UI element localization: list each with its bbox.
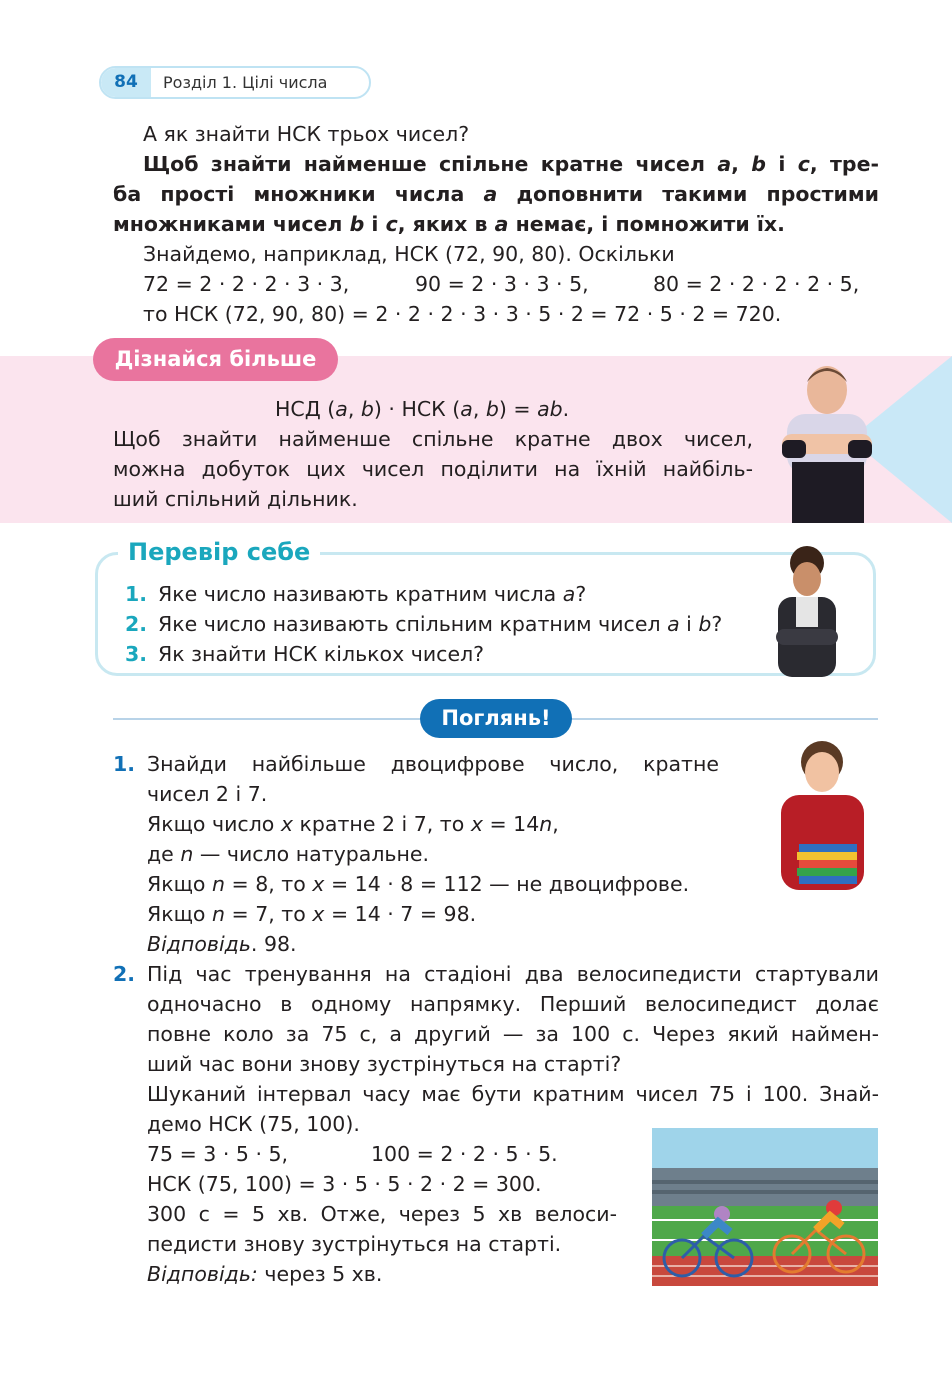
gcd-lcm-formula: НСД (a, b) · НСК (a, b) = ab.: [275, 397, 570, 421]
page-header: [99, 66, 371, 99]
check-item-3-text: Як знайти НСК кількох чисел?: [158, 642, 485, 666]
cyclists-stadium-picture: [652, 1128, 878, 1286]
example-2-line-3: повне коло за 75 с, а другий — за 100 с. Через який наймен-: [147, 1022, 879, 1046]
example-1-line-1: Знайди найбільше двоцифрове число, кратне: [147, 752, 719, 776]
boy-crossed-arms-photo: [782, 362, 872, 523]
boy-with-books-photo: [775, 740, 870, 890]
factor-75: 75 = 3 · 5 · 5,: [147, 1142, 289, 1166]
check-yourself-title: Перевір себе: [118, 533, 320, 571]
example-2-line-2: одночасно в одному напрямку. Перший велосипедист долає: [147, 992, 879, 1016]
factor-72: 72 = 2 · 2 · 2 · 3 · 3,: [143, 272, 350, 296]
example-line: Знайдемо, наприклад, НСК (72, 90, 80). Оскільки: [143, 242, 675, 266]
girl-photo: [772, 545, 842, 677]
example-2-answer: Відповідь: через 5 хв.: [147, 1262, 383, 1286]
example-1-line-3: Якщо число x кратне 2 і 7, то x = 14n,: [147, 812, 559, 836]
learn-more-line-3: ший спільний дільник.: [113, 487, 358, 511]
learn-more-line-2: можна добуток цих чисел поділити на їхній найбіль-: [113, 457, 753, 481]
example-2-line-4: ший час вони знову зустрінуться на старті?: [147, 1052, 622, 1076]
example-1-line-6: Якщо n = 7, то x = 14 · 7 = 98.: [147, 902, 477, 926]
check-item-1: 1.: [125, 582, 148, 606]
learn-more-badge: Дізнайся більше: [93, 338, 338, 381]
example-1-line-5: Якщо n = 8, то x = 14 · 8 = 112 — не двоцифрове.: [147, 872, 690, 896]
learn-more-line-1: Щоб знайти найменше спільне кратне двох чисел,: [113, 427, 753, 451]
factor-90: 90 = 2 · 3 · 3 · 5,: [415, 272, 589, 296]
check-item-3: 3.: [125, 642, 148, 666]
check-item-1-text: Яке число називають кратним числа a?: [158, 582, 587, 606]
rule-line-2: ба прості множники числа a доповнити такими простими: [113, 182, 879, 206]
page-number: 84: [101, 68, 151, 97]
rule-line-3: множниками чисел b і c, яких в a немає, і помножити їх.: [113, 212, 785, 236]
rule-line-1: Щоб знайти найменше спільне кратне чисел a, b і c, тре-: [143, 152, 879, 176]
check-item-2: 2.: [125, 612, 148, 636]
example-1-line-2: чисел 2 і 7.: [147, 782, 268, 806]
example-1-line-4: де n — число натуральне.: [147, 842, 430, 866]
section-title: Розділ 1. Цілі числа: [163, 73, 328, 92]
example-2-line-5: Шуканий інтервал часу має бути кратним чисел 75 і 100. Знай-: [147, 1082, 879, 1106]
intro-question: А як знайти НСК трьох чисел?: [143, 122, 470, 146]
example-1-number: 1.: [113, 752, 136, 776]
check-item-2-text: Яке число називають спільним кратним чисел a і b?: [158, 612, 723, 636]
factor-80: 80 = 2 · 2 · 2 · 2 · 5,: [653, 272, 860, 296]
example-2-number: 2.: [113, 962, 136, 986]
conversion-line-1: 300 с = 5 хв. Отже, через 5 хв велоси-: [147, 1202, 617, 1226]
look-badge: Поглянь!: [420, 699, 572, 738]
example-2-line-6: демо НСК (75, 100).: [147, 1112, 360, 1136]
example-1-answer: Відповідь. 98.: [147, 932, 297, 956]
lcm-75-100: НСК (75, 100) = 3 · 5 · 5 · 2 · 2 = 300.: [147, 1172, 542, 1196]
conversion-line-2: педисти знову зустрінуться на старті.: [147, 1232, 562, 1256]
factor-100: 100 = 2 · 2 · 5 · 5.: [371, 1142, 558, 1166]
example-result: то НСК (72, 90, 80) = 2 · 2 · 2 · 3 · 3 · 5 · 2 = 72 · 5 · 2 = 720.: [143, 302, 782, 326]
example-2-line-1: Під час тренування на стадіоні два велосипедисти стартували: [147, 962, 879, 986]
